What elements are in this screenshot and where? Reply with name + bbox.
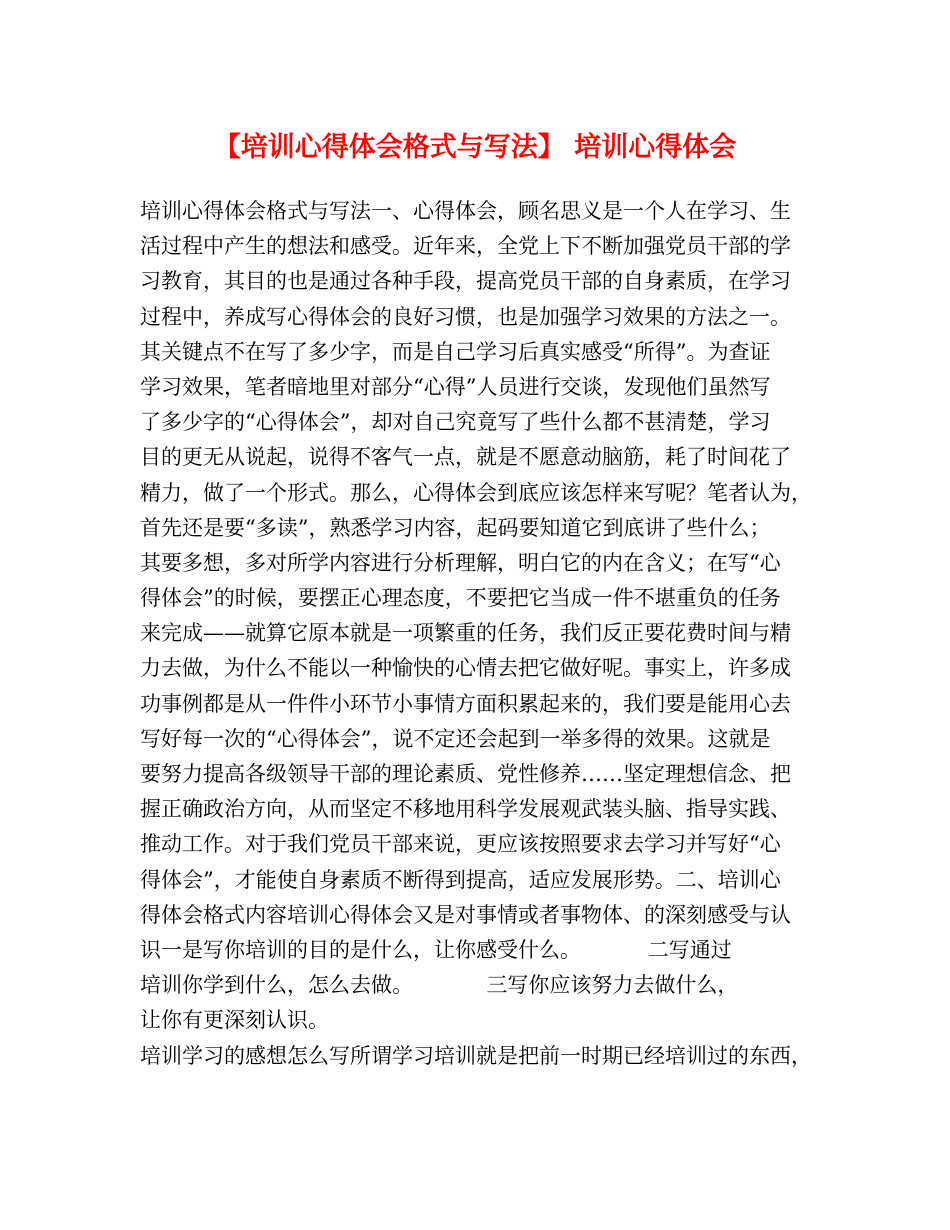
body-line: 了多少字的“心得体会”，却对自己究竟写了些什么都不甚清楚，学习 — [140, 410, 771, 435]
body-line: 首先还是要“多读”，熟悉学习内容，起码要知道它到底讲了些什么； — [140, 515, 771, 540]
document-body — [140, 194, 840, 1074]
body-line: 其关键点不在写了多少字，而是自己学习后真实感受“所得”。为查证 — [140, 339, 771, 364]
body-line: 培训学习的感想怎么写所谓学习培训就是把前一时期已经培训过的东西， — [140, 1043, 812, 1068]
body-line: 得体会”的时候，要摆正心理态度，不要把它当成一件不堪重负的任务 — [140, 586, 781, 611]
body-line: 习教育，其目的也是通过各种手段，提高党员干部的自身素质，在学习 — [140, 269, 791, 294]
body-line: 目的更无从说起，说得不客气一点，就是不愿意动脑筋，耗了时间花了 — [140, 445, 791, 470]
body-line: 功事例都是从一件件小环节小事情方面积累起来的，我们要是能用心去 — [140, 691, 791, 716]
body-line: 要努力提高各级领导干部的理论素质、党性修养……坚定理想信念、把 — [140, 762, 791, 786]
body-line: 得体会格式内容培训心得体会又是对事情或者事物体、的深刻感受与认 — [140, 902, 791, 927]
body-line: 其要多想，多对所学内容进行分析理解，明白它的内在含义；在写“心 — [140, 550, 781, 575]
body-line: 来完成——就算它原本就是一项繁重的任务，我们反正要花费时间与精 — [140, 621, 791, 646]
body-line: 精力，做了一个形式。那么，心得体会到底应该怎样来写呢？笔者认为， — [140, 480, 812, 505]
document-title: 【培训心得体会格式与写法】 培训心得体会 — [213, 132, 737, 163]
body-line: 活过程中产生的想法和感受。近年来，全党上下不断加强党员干部的学 — [140, 234, 791, 259]
body-line: 力去做，为什么不能以一种愉快的心情去把它做好呢。事实上，许多成 — [140, 656, 791, 681]
body-line: 培训心得体会格式与写法一、心得体会，顾名思义是一个人在学习、生 — [140, 199, 791, 223]
body-line: 识一是写你培训的目的是什么，让你感受什么。 二写通过 — [140, 937, 732, 962]
body-line: 写好每一次的“心得体会”，说不定还会起到一举多得的效果。这就是 — [140, 726, 771, 751]
body-line: 让你有更深刻认识。 — [140, 1008, 329, 1033]
body-line: 学习效果，笔者暗地里对部分“心得”人员进行交谈，发现他们虽然写 — [140, 374, 771, 399]
body-line: 推动工作。对于我们党员干部来说，更应该按照要求去学习并写好“心 — [140, 832, 781, 857]
body-line: 得体会”，才能使自身素质不断得到提高，适应发展形势。二、培训心 — [140, 867, 781, 892]
body-line: 过程中，养成写心得体会的良好习惯，也是加强学习效果的方法之一。 — [140, 304, 791, 329]
body-line: 握正确政治方向，从而坚定不移地用科学发展观武装头脑、指导实践、 — [140, 797, 791, 822]
body-line: 培训你学到什么，怎么去做。 三写你应该努力去做什么， — [140, 973, 739, 998]
